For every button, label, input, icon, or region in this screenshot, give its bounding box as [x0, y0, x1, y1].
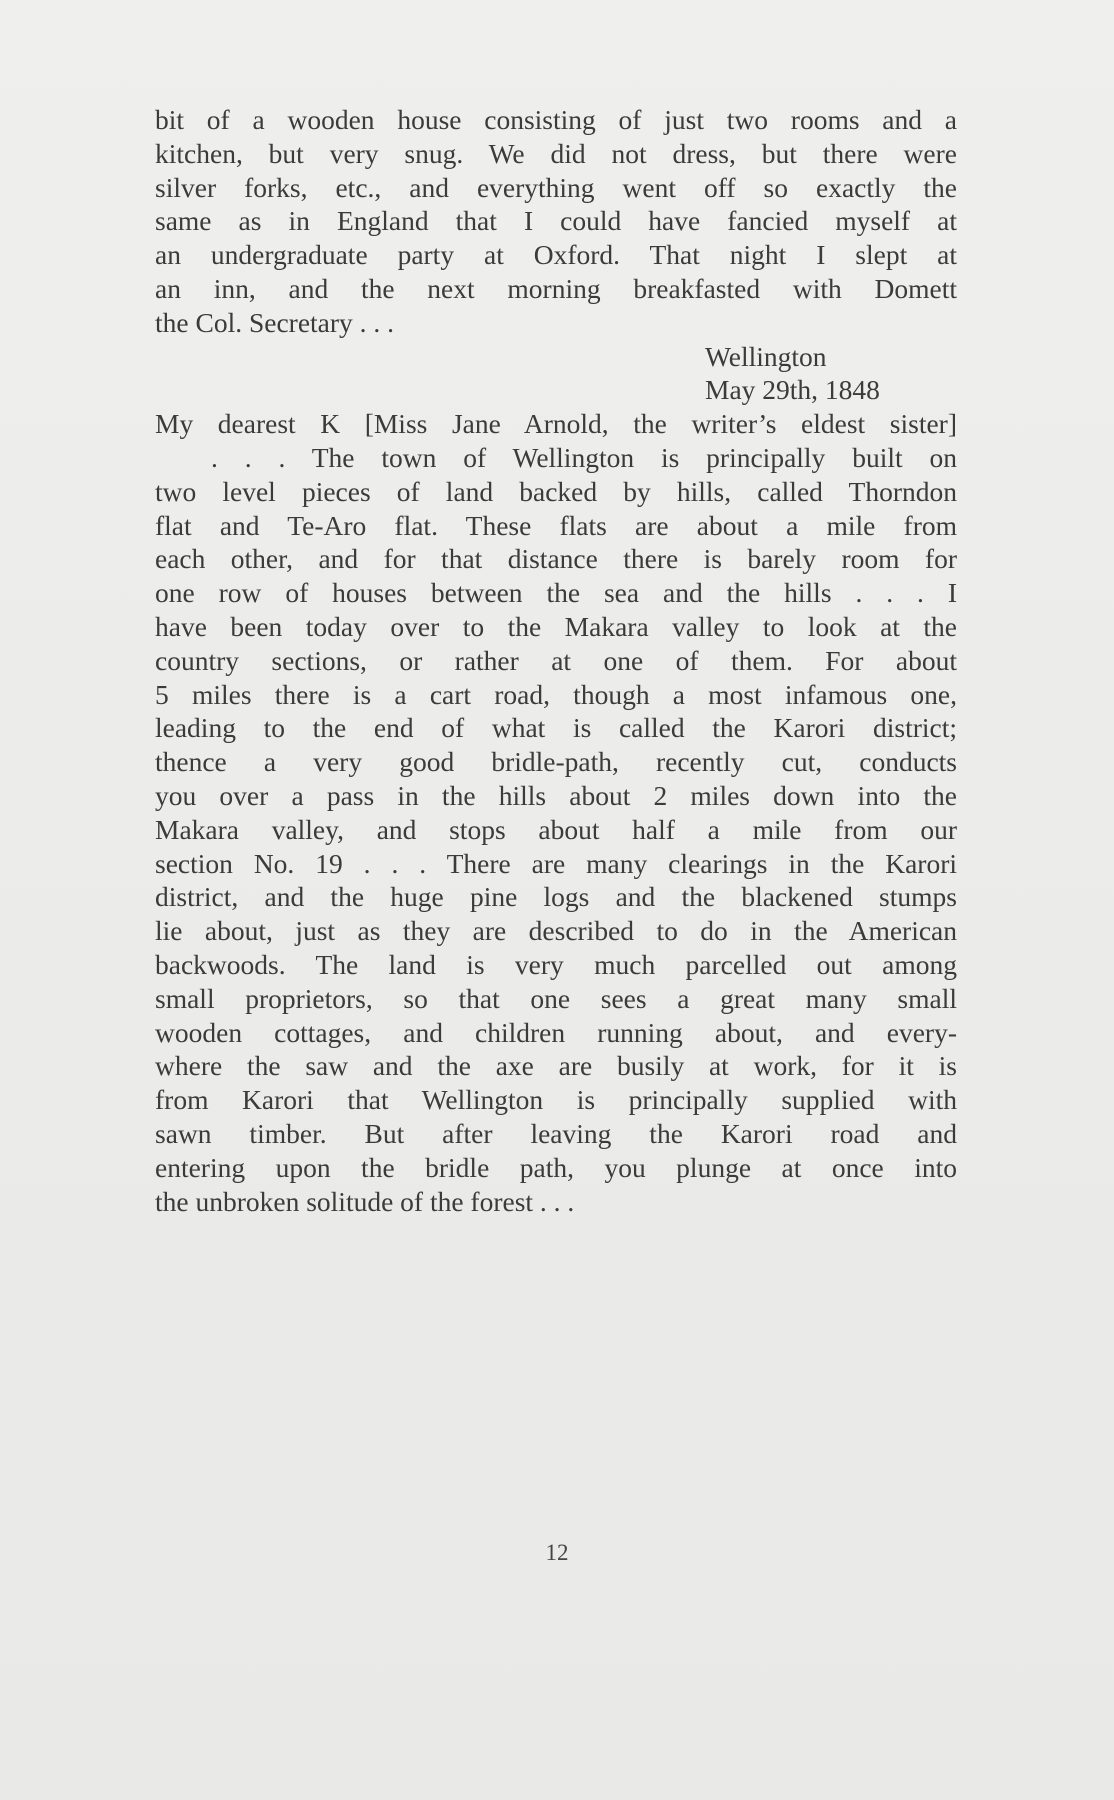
letter-line: each other, and for that distance there is barely room for: [155, 543, 957, 575]
letter-line: 5 miles there is a cart road, though a most infamous one,: [155, 678, 957, 710]
letter-line: one row of houses between the sea and the hills . . . I: [155, 577, 957, 609]
letter-line: from Karori that Wellington is principally supplied with: [155, 1084, 957, 1116]
letter-line: small proprietors, so that one sees a great many small: [155, 982, 957, 1014]
letter-line: entering upon the bridle path, you plunge at once into: [155, 1151, 957, 1183]
letter-line: country sections, or rather at one of them. For about: [155, 644, 957, 676]
text-line: kitchen, but very snug. We did not dress, but there were: [155, 137, 957, 169]
dateline-place: Wellington: [705, 340, 827, 372]
letter-line: wooden cottages, and children running about, and every-: [155, 1016, 957, 1048]
letter-line: district, and the huge pine logs and the blackened stumps: [155, 881, 957, 913]
text-line: an undergraduate party at Oxford. That night I slept at: [155, 239, 957, 271]
letter-line: thence a very good bridle-path, recently cut, conducts: [155, 746, 957, 778]
text-line: an inn, and the next morning breakfasted with Domett: [155, 272, 957, 304]
letter-line: backwoods. The land is very much parcelled out among: [155, 948, 957, 980]
text-line: silver forks, etc., and everything went off so exactly the: [155, 171, 957, 203]
letter-line: . . . The town of Wellington is principally built on: [211, 441, 957, 473]
text-line: the Col. Secretary . . .: [155, 306, 395, 338]
dateline-date: May 29th, 1848: [705, 374, 880, 406]
letter-line: you over a pass in the hills about 2 miles down into the: [155, 779, 957, 811]
text-line: same as in England that I could have fancied myself at: [155, 205, 957, 237]
letter-line: section No. 19 . . . There are many clearings in the Karori: [155, 847, 957, 879]
letter-line: where the saw and the axe are busily at work, for it is: [155, 1050, 957, 1082]
page-number: 12: [545, 1540, 569, 1565]
letter-line: Makara valley, and stops about half a mile from our: [155, 813, 957, 845]
text-line: bit of a wooden house consisting of just two rooms and a: [155, 104, 957, 135]
salutation: My dearest K [Miss Jane Arnold, the writer’s eldest sister]: [155, 408, 957, 440]
letter-line: leading to the end of what is called the Karori district;: [155, 712, 957, 744]
body-text: [155, 103, 957, 1218]
letter-line: lie about, just as they are described to do in the American: [155, 915, 957, 947]
letter-line: have been today over to the Makara valley to look at the: [155, 610, 957, 642]
letter-line: two level pieces of land backed by hills, called Thorndon: [155, 475, 957, 507]
letter-line: the unbroken solitude of the forest . . .: [155, 1185, 575, 1217]
letter-line: flat and Te-Aro flat. These flats are about a mile from: [155, 509, 957, 541]
letter-line: sawn timber. But after leaving the Karori road and: [155, 1117, 957, 1149]
